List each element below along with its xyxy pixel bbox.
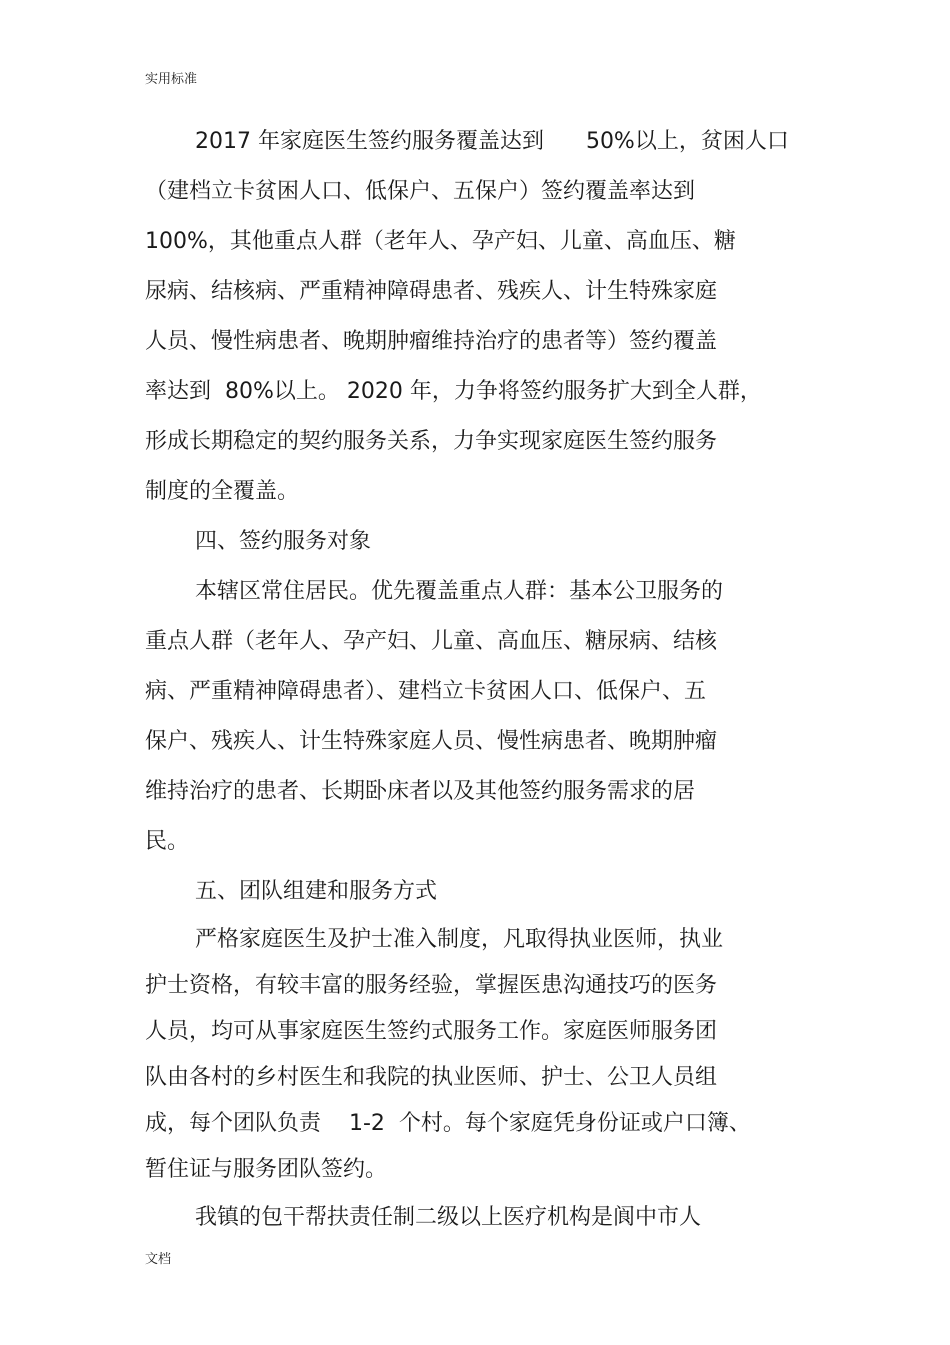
text-line: 我镇的包干帮扶责任制二级以上医疗机构是阆中市人: [195, 1205, 702, 1230]
text-line: 民。: [145, 829, 190, 854]
text-line: （建档立卡贫困人口、低保户、五保户）签约覆盖率达到: [145, 179, 696, 204]
text-line: 尿病、结核病、严重精神障碍患者、残疾人、计生特殊家庭: [145, 279, 718, 304]
text-line: 护士资格，有较丰富的服务经验，掌握医患沟通技巧的医务: [145, 973, 718, 998]
text-line: 人员，均可从事家庭医生签约式服务工作。家庭医师服务团: [145, 1019, 718, 1044]
text-line: 人员、慢性病患者、晚期肿瘤维持治疗的患者等）签约覆盖: [145, 329, 718, 354]
page-header: 实用标准: [145, 72, 198, 87]
text-line: 重点人群（老年人、孕产妇、儿童、高血压、糖尿病、结核: [145, 629, 718, 654]
page-footer: 文档: [145, 1252, 172, 1267]
text-line: 率达到 80%以上。 2020 年，力争将签约服务扩大到全人群，: [145, 379, 762, 404]
text-line: 队由各村的乡村医生和我院的执业医师、护士、公卫人员组: [145, 1065, 718, 1090]
text-line: 严格家庭医生及护士准入制度，凡取得执业医师，执业: [195, 927, 724, 952]
text-line: 保户、残疾人、计生特殊家庭人员、慢性病患者、晚期肿瘤: [145, 729, 718, 754]
text-line: 成，每个团队负责 1-2 个村。每个家庭凭身份证或户口簿、: [145, 1111, 751, 1136]
text-line: 暂住证与服务团队签约。: [145, 1157, 388, 1182]
section-heading: 四、签约服务对象: [195, 529, 372, 554]
text-line: 100%，其他重点人群（老年人、孕产妇、儿童、高血压、糖: [145, 229, 736, 254]
text-line: 本辖区常住居民。优先覆盖重点人群：基本公卫服务的: [195, 579, 724, 604]
section-heading: 五、团队组建和服务方式: [195, 879, 438, 904]
text-line: 维持治疗的患者、长期卧床者以及其他签约服务需求的居: [145, 779, 696, 804]
text-line: 制度的全覆盖。: [145, 479, 300, 504]
text-line: 形成长期稳定的契约服务关系，力争实现家庭医生签约服务: [145, 429, 718, 454]
text-line: 2017 年家庭医生签约服务覆盖达到 50%以上，贫困人口: [195, 129, 789, 154]
text-line: 病、严重精神障碍患者）、建档立卡贫困人口、低保户、五: [145, 679, 707, 704]
